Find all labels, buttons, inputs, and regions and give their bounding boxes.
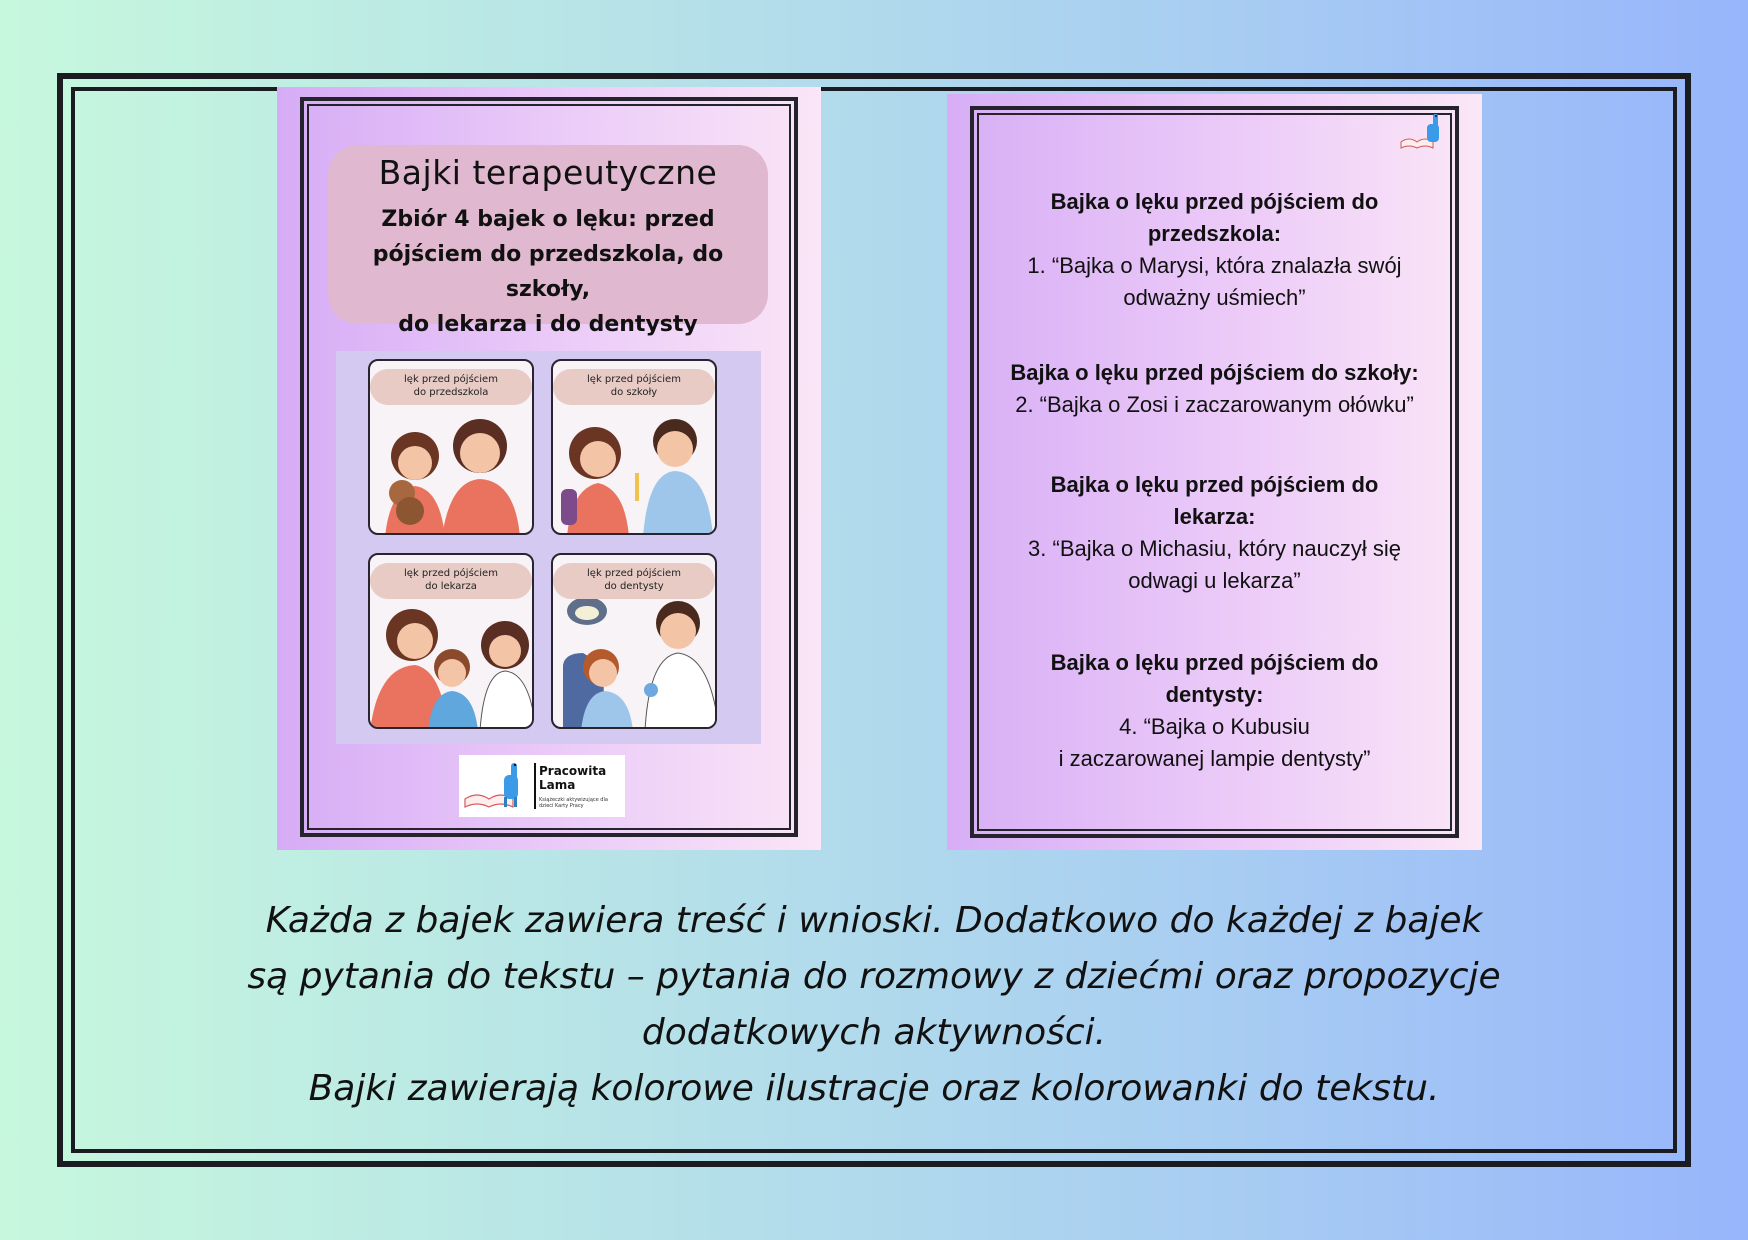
subtitle-line: do lekarza i do dentysty (398, 312, 698, 337)
toc-section-3 (987, 469, 1442, 597)
logo-divider (534, 763, 536, 809)
toc-item-line: i zaczarowanej lampie dentysty” (1058, 746, 1371, 771)
logo-name-line: Lama (539, 778, 576, 792)
publisher-logo (459, 755, 625, 817)
contents-page (947, 94, 1482, 850)
logo-tagline: Książeczki aktywizujące dla dzieci Karty Pracy (539, 797, 608, 809)
logo-name (539, 764, 606, 792)
illustration-grid (336, 351, 761, 744)
toc-section-1 (987, 186, 1442, 314)
card-label-line: do przedszkola (413, 387, 489, 398)
subtitle-line: pójściem do przedszkola, do szkoły, (372, 242, 724, 302)
card-school (551, 359, 717, 535)
cover-page (277, 87, 821, 850)
card-label-line: lęk przed pójściem (404, 374, 498, 385)
card-label (370, 369, 532, 405)
toc-heading-line: Bajka o lęku przed pójściem do (1050, 472, 1379, 497)
toc-heading (987, 469, 1442, 533)
toc-heading-line: Bajka o lęku przed pójściem do szkoły: (1010, 360, 1419, 385)
description-caption (120, 893, 1628, 1117)
toc-heading-line: Bajka o lęku przed pójściem do (1050, 650, 1379, 675)
llama-book-icon (1397, 110, 1449, 154)
card-label-line: do szkoły (610, 387, 658, 398)
toc-section-2 (987, 357, 1442, 421)
title-box (328, 145, 768, 337)
card-label-line: do dentysty (604, 581, 664, 592)
logo-name-line: Pracowita (539, 764, 607, 778)
toc-item-line: 4. “Bajka o Kubusiu (1119, 714, 1310, 739)
toc-heading (987, 357, 1442, 389)
card-label (553, 369, 715, 405)
card-label (553, 563, 715, 599)
card-label-line: do lekarza (425, 581, 477, 592)
llama-book-icon (459, 755, 529, 817)
card-label-line: lęk przed pójściem (587, 374, 681, 385)
card-label (370, 563, 532, 599)
toc-heading-line: dentysty: (1165, 682, 1264, 707)
subtitle-line: Zbiór 4 bajek o lęku: przed (381, 207, 715, 232)
toc-section-4 (987, 647, 1442, 775)
toc-item-line: odwagi u lekarza” (1128, 568, 1301, 593)
toc-heading (987, 647, 1442, 711)
caption-line: dodatkowych aktywności. (641, 1012, 1107, 1053)
card-preschool (368, 359, 534, 535)
toc-heading-line: Bajka o lęku przed pójściem do (1050, 189, 1379, 214)
toc-heading-line: lekarza: (1173, 504, 1256, 529)
toc-item-line: 2. “Bajka o Zosi i zaczarowanym ołówku” (1015, 392, 1414, 417)
card-doctor (368, 553, 534, 729)
cover-title: Bajki terapeutyczne (378, 153, 718, 192)
toc-item-line: odważny uśmiech” (1123, 285, 1306, 310)
toc-item-line: 3. “Bajka o Michasiu, który nauczył się (1028, 536, 1401, 561)
cover-subtitle (336, 202, 760, 342)
caption-line: są pytania do tekstu – pytania do rozmowy z dziećmi oraz propozycje (247, 956, 1501, 997)
toc-heading-line: przedszkola: (1147, 221, 1282, 246)
caption-line: Każda z bajek zawiera treść i wnioski. Dodatkowo do każdej z bajek (265, 900, 1483, 941)
card-label-line: lęk przed pójściem (587, 568, 681, 579)
toc-item-line: 1. “Bajka o Marysi, która znalazła swój (1027, 253, 1402, 278)
card-dentist (551, 553, 717, 729)
card-label-line: lęk przed pójściem (404, 568, 498, 579)
caption-line: Bajki zawierają kolorowe ilustracje oraz kolorowanki do tekstu. (308, 1068, 1440, 1109)
toc-heading (987, 186, 1442, 250)
